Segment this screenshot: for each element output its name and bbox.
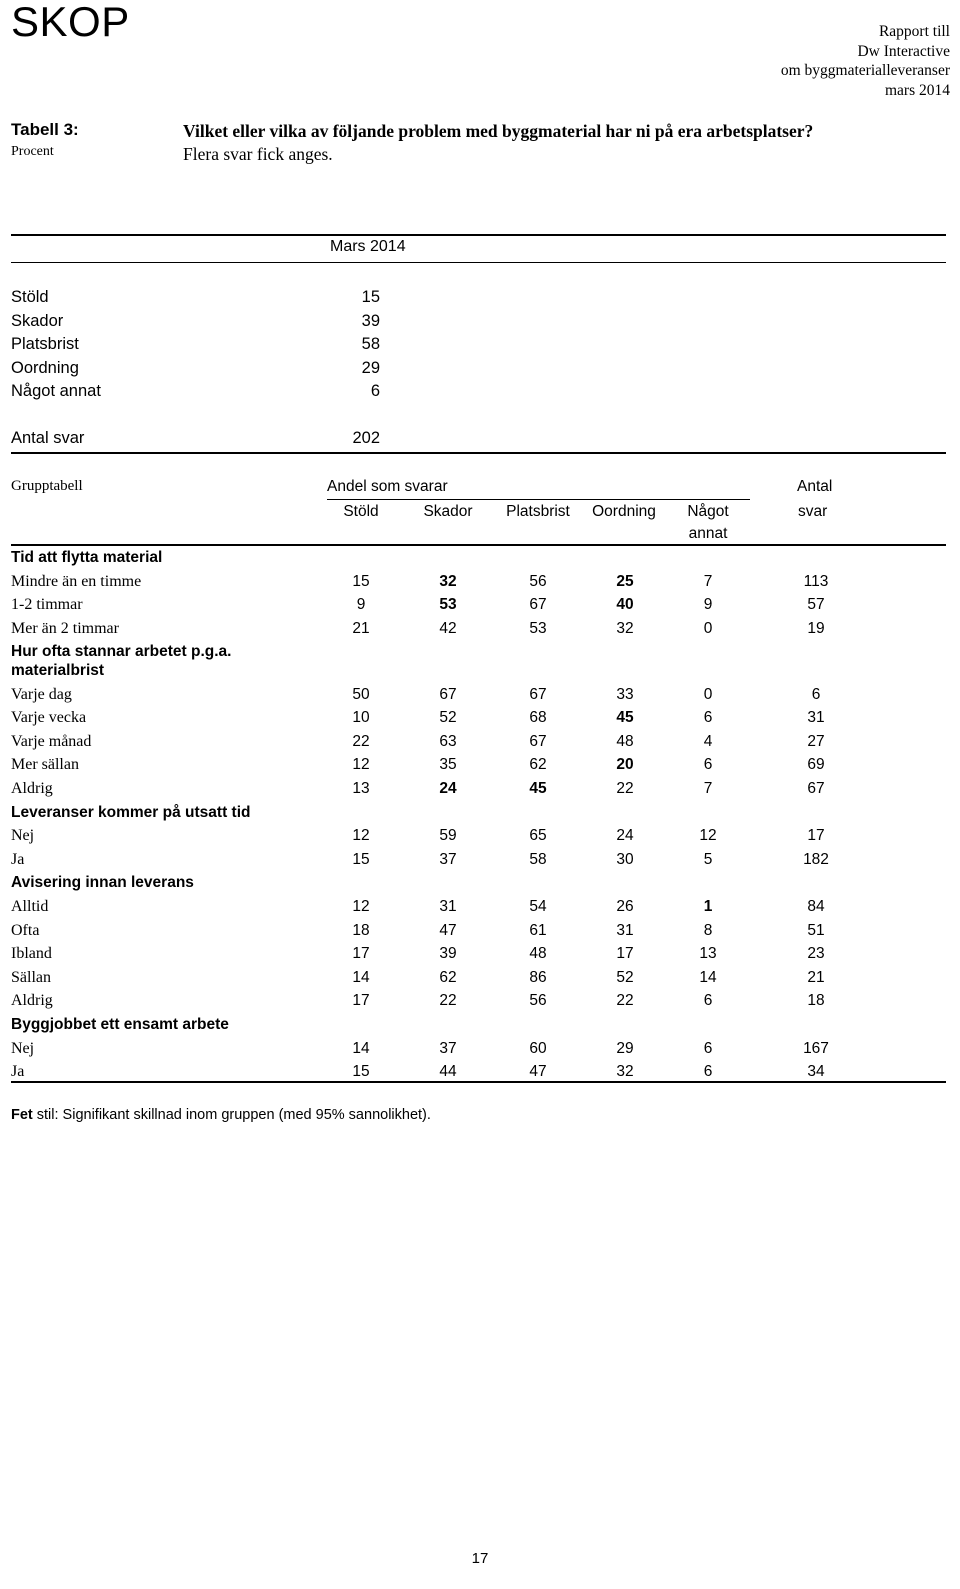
table-cell: 12 [352,827,370,845]
table-cell: 7 [703,780,713,797]
table-cell: 51 [807,921,825,939]
table-cell: 6 [703,1039,713,1057]
table-cell: 0 [703,619,713,637]
table-cell: 67 [529,596,547,614]
table-row-label: Aldrig [11,992,53,1010]
table-cell: 21 [807,968,825,986]
table-cell: 17 [352,945,370,963]
column-header-nagot: Något [687,503,729,520]
group-table-title: Grupptabell [11,478,83,494]
table-cell: 34 [807,1063,825,1081]
table-cell: 31 [616,921,634,939]
report-line: mars 2014 [884,81,950,99]
table-row-label: Sällan [11,968,51,986]
table-row-label: Varje månad [11,732,92,750]
table-cell: 32 [616,1063,634,1081]
table-cell: 29 [616,1039,634,1057]
table-cell: 6 [703,1063,713,1081]
table-cell: 67 [529,685,547,703]
top-rule [11,234,946,236]
table-cell: 62 [439,968,457,986]
table-cell: 113 [803,572,829,590]
table-cell: 182 [803,850,829,868]
table-cell: 15 [352,850,370,868]
table-cell: 47 [439,921,457,939]
summary-row-label: Skador [11,311,64,330]
summary-row-label: Något annat [11,382,101,400]
footnote-bold: Fet [11,1107,33,1123]
summary-header-rule [11,262,946,263]
table-row-label: Alltid [11,898,49,915]
table-row-label: Ibland [11,945,52,963]
table-row-label: Nej [11,1039,35,1057]
table-cell: 39 [439,945,457,963]
table-cell: 42 [439,619,457,637]
table-cell: 58 [529,850,547,868]
table-cell: 37 [439,1039,457,1057]
table-cell: 22 [616,780,634,797]
summary-column-header: Mars 2014 [330,238,406,255]
table-row-label: Ofta [11,921,40,939]
summary-row-value: 6 [370,382,380,400]
summary-row-value: 15 [361,288,380,306]
table-row-label: Ja [11,850,25,868]
table-cell: 4 [703,732,713,750]
table-cell: 14 [352,968,370,986]
table-cell: 17 [616,945,634,963]
summary-row-label: Oordning [11,358,79,377]
share-header-rule [327,499,750,500]
table-cell: 12 [699,827,717,845]
table-cell: 8 [703,921,713,939]
table-cell: 17 [352,992,370,1010]
summary-row-value: 58 [361,335,380,353]
total-label: Antal svar [11,429,85,447]
table-cell: 6 [703,992,713,1010]
table-cell: 10 [352,709,370,727]
table-cell: 69 [807,756,825,774]
table-cell: 84 [807,898,825,915]
table-question [183,120,813,166]
table-cell: 5 [703,850,713,868]
table-cell: 56 [529,572,547,590]
total-value: 202 [352,429,380,447]
column-header-skador: Skador [423,503,473,520]
table-cell: 24 [616,827,634,845]
table-cell: 47 [529,1063,547,1081]
table-cell: 67 [439,685,457,703]
table-cell: 31 [807,709,825,727]
table-cell: 44 [439,1063,457,1081]
table-cell: 14 [699,968,717,986]
table-cell: 18 [807,992,825,1010]
table-cell: 33 [616,685,634,703]
summary-bottom-rule [11,452,946,454]
table-row-label: Varje vecka [11,709,87,727]
table-cell: 26 [616,898,634,915]
table-cell: 25 [616,572,634,590]
table-cell: 6 [811,685,821,703]
table-cell: 32 [616,619,634,637]
table-cell: 9 [703,596,713,614]
share-header: Andel som svarar [327,478,448,495]
table-cell: 31 [439,898,457,915]
table-cell: 12 [352,756,370,774]
table-cell: 67 [529,732,547,750]
table-cell: 53 [439,596,457,614]
table-cell: 60 [529,1039,547,1057]
table-cell: 27 [807,732,825,750]
table-cell: 19 [807,619,825,637]
table-cell: 6 [703,756,713,774]
table-cell: 86 [529,968,547,986]
table-cell: 61 [529,921,547,939]
table-cell: 7 [703,572,713,590]
table-cell: 22 [352,732,370,750]
table-cell: 30 [616,850,634,868]
table-row-label: Aldrig [11,780,53,797]
table-cell: 52 [616,968,634,986]
report-line: Rapport till [878,23,950,40]
table-cell: 24 [439,780,457,797]
report-line: Dw Interactive [857,42,950,60]
table-cell: 62 [529,756,547,774]
bottom-rule [11,1081,946,1083]
table-unit: Procent [11,144,54,159]
table-cell: 167 [803,1039,829,1057]
page-number: 17 [471,1550,489,1567]
table-cell: 40 [616,596,634,614]
count-header: Antal [797,478,833,495]
table-row-label: 1-2 timmar [11,596,83,614]
table-cell: 53 [529,619,547,637]
table-cell: 45 [529,780,547,797]
logo: SKOP [11,0,130,45]
table-cell: 37 [439,850,457,868]
group-heading: Avisering innan leverans [11,874,194,892]
footnote-text: stil: Signifikant skillnad inom gruppen (med 95% sannolikhet). [32,1107,431,1123]
table-cell: 48 [529,945,547,963]
table-cell: 22 [616,992,634,1010]
summary-row-label: Stöld [11,288,49,306]
report-line: om byggmaterialleveranser [780,62,950,79]
question-text: Vilket eller vilka av följande problem med byggmaterial har ni på era arbetsplatser? [183,121,814,141]
column-header-annat: annat [688,525,728,542]
table-label [11,120,79,160]
table-cell: 15 [352,1063,370,1081]
table-row-label: Mer än 2 timmar [11,619,119,637]
report-header [781,22,950,100]
table-cell: 68 [529,709,547,727]
table-cell: 52 [439,709,457,727]
table-cell: 54 [529,898,547,915]
group-heading: Byggjobbet ett ensamt arbete [11,1016,229,1033]
table-cell: 9 [356,596,366,614]
question-note: Flera svar fick anges. [183,144,333,164]
summary-row-label: Platsbrist [11,335,79,353]
table-cell: 13 [699,945,717,963]
summary-row-value: 29 [361,358,380,377]
table-row-label: Mer sällan [11,756,79,774]
table-row-label: Nej [11,827,35,845]
table-cell: 32 [439,572,457,590]
table-cell: 56 [529,992,547,1010]
table-cell: 12 [352,898,370,915]
group-heading: Tid att flytta material [11,549,163,566]
group-heading: Hur ofta stannar arbetet p.g.a. [11,643,232,661]
table-cell: 35 [439,756,457,774]
count-header-2: svar [798,503,828,520]
table-cell: 1 [703,898,713,915]
table-cell: 6 [703,709,713,727]
group-heading: Leveranser kommer på utsatt tid [11,803,251,821]
footnote [11,1107,431,1123]
table-cell: 20 [616,756,634,774]
table-cell: 23 [807,945,825,963]
table-cell: 57 [807,596,825,614]
table-cell: 13 [352,780,370,797]
table-cell: 18 [352,921,370,939]
table-cell: 65 [529,827,547,845]
table-row-label: Ja [11,1063,25,1081]
summary-row-value: 39 [361,311,380,330]
table-cell: 63 [439,732,457,750]
table-cell: 67 [807,780,825,797]
table-cell: 21 [352,619,370,637]
table-cell: 22 [439,992,457,1010]
table-cell: 59 [439,827,457,845]
column-header-oordning: Oordning [592,503,656,520]
group-header-rule [11,544,946,546]
table-cell: 14 [352,1039,370,1057]
column-header-platsbrist: Platsbrist [506,503,570,520]
table-row-label: Mindre än en timme [11,572,142,590]
table-cell: 45 [616,709,634,727]
table-number: Tabell 3: [11,120,79,139]
column-header-stold: Stöld [343,503,379,520]
table-cell: 0 [703,685,713,703]
table-cell: 15 [352,572,370,590]
group-heading-continued: materialbrist [11,662,105,679]
table-cell: 17 [807,827,825,845]
table-cell: 48 [616,732,634,750]
table-row-label: Varje dag [11,685,72,703]
table-cell: 50 [352,685,370,703]
